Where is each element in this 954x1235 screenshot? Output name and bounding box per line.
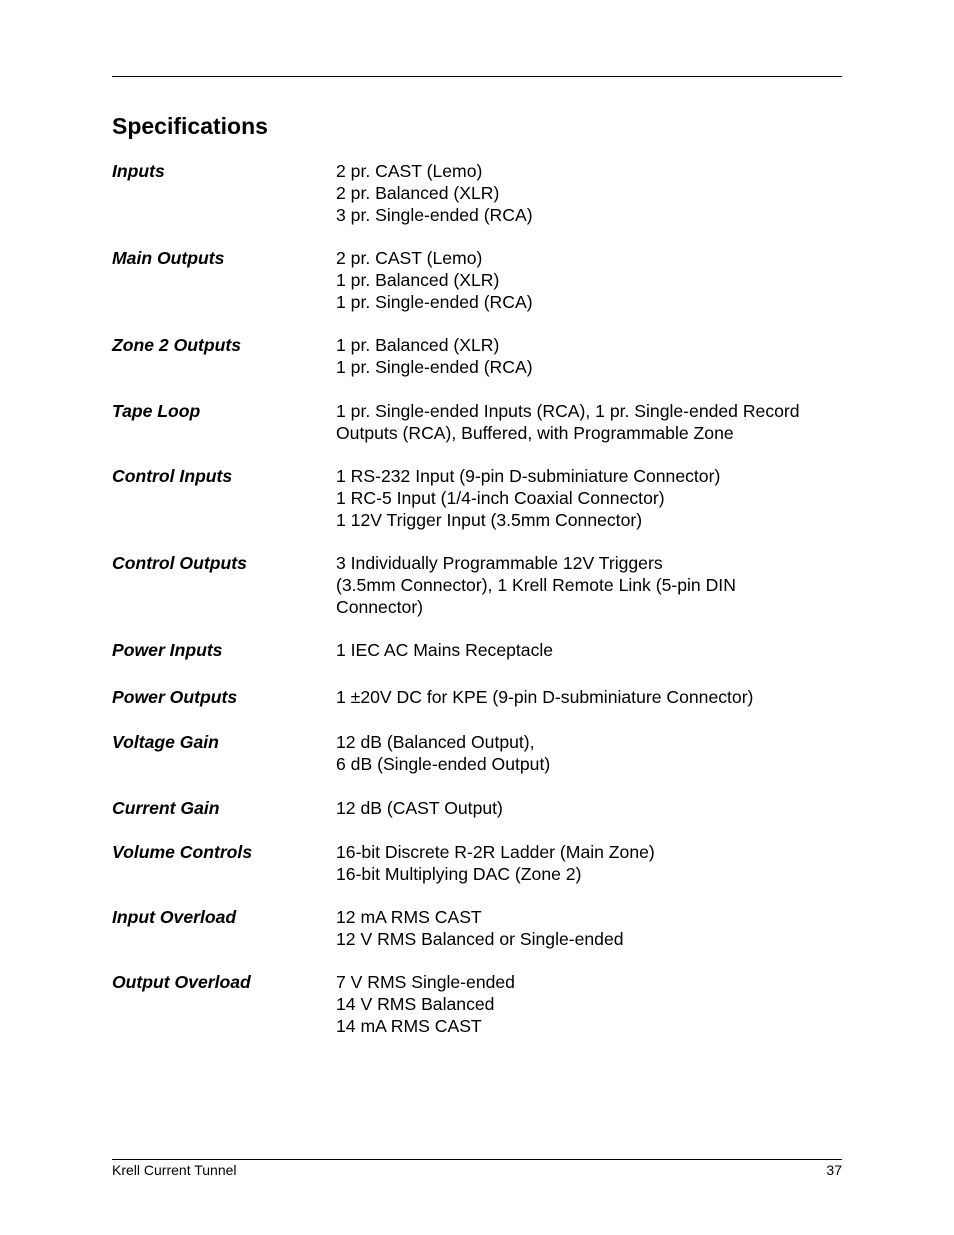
spec-value: 12 dB (CAST Output) [336, 798, 503, 818]
spec-value: 1 pr. Single-ended (RCA) [336, 292, 533, 312]
spec-label: Input Overload [112, 907, 237, 927]
spec-value: 1 RC-5 Input (1/4-inch Coaxial Connector) [336, 488, 665, 508]
spec-row-power-inputs [112, 639, 842, 661]
spec-values [336, 247, 842, 313]
spec-row-power-outputs [112, 686, 842, 708]
spec-value: 12 V RMS Balanced or Single-ended [336, 929, 624, 949]
spec-value: 14 V RMS Balanced [336, 994, 495, 1014]
spec-value: 2 pr. CAST (Lemo) [336, 161, 483, 181]
spec-value: 1 RS-232 Input (9-pin D-subminiature Connector) [336, 466, 721, 486]
spec-value: 2 pr. Balanced (XLR) [336, 183, 500, 203]
spec-value: 3 pr. Single-ended (RCA) [336, 205, 533, 225]
spec-value: 1 ±20V DC for KPE (9-pin D-subminiature Connector) [336, 687, 754, 707]
spec-values [336, 552, 842, 618]
spec-label: Output Overload [112, 972, 251, 992]
spec-label: Control Outputs [112, 553, 247, 573]
spec-row-zone-2-outputs [112, 334, 842, 378]
header-rule [112, 76, 842, 77]
page-number: 37 [826, 1162, 842, 1178]
spec-values [336, 906, 842, 950]
spec-row-inputs [112, 160, 842, 226]
page-footer [112, 1161, 842, 1179]
spec-row-tape-loop [112, 400, 842, 444]
spec-label: Power Outputs [112, 687, 238, 707]
spec-row-control-outputs [112, 552, 842, 618]
spec-row-output-overload [112, 971, 842, 1037]
spec-value: 6 dB (Single-ended Output) [336, 754, 551, 774]
spec-value: 2 pr. CAST (Lemo) [336, 248, 483, 268]
spec-label: Main Outputs [112, 248, 225, 268]
spec-row-input-overload [112, 906, 842, 950]
spec-row-volume-controls [112, 841, 842, 885]
spec-label: Volume Controls [112, 842, 253, 862]
spec-value: (3.5mm Connector), 1 Krell Remote Link (5-pin DIN [336, 575, 736, 595]
spec-value: 1 12V Trigger Input (3.5mm Connector) [336, 510, 643, 530]
spec-row-control-inputs [112, 465, 842, 531]
spec-value: 1 pr. Balanced (XLR) [336, 270, 500, 290]
spec-values [336, 334, 842, 378]
spec-values [336, 160, 842, 226]
footer-title: Krell Current Tunnel [112, 1162, 237, 1178]
spec-label: Control Inputs [112, 466, 233, 486]
spec-label: Tape Loop [112, 401, 201, 421]
spec-label: Voltage Gain [112, 732, 219, 752]
spec-values [336, 465, 842, 531]
page-title: Specifications [112, 113, 268, 139]
spec-value: 3 Individually Programmable 12V Triggers [336, 553, 663, 573]
spec-value: 12 mA RMS CAST [336, 907, 482, 927]
spec-value: Connector) [336, 597, 424, 617]
spec-label: Zone 2 Outputs [112, 335, 242, 355]
spec-value: Outputs (RCA), Buffered, with Programmable Zone [336, 423, 734, 443]
spec-label: Current Gain [112, 798, 220, 818]
spec-values [336, 971, 842, 1037]
spec-value: 12 dB (Balanced Output), [336, 732, 535, 752]
spec-values [336, 731, 842, 775]
spec-label: Inputs [112, 161, 165, 181]
spec-value: 16-bit Multiplying DAC (Zone 2) [336, 864, 582, 884]
spec-row-main-outputs [112, 247, 842, 313]
spec-row-current-gain [112, 797, 842, 819]
spec-value: 1 pr. Single-ended (RCA) [336, 357, 533, 377]
spec-values [336, 841, 842, 885]
spec-values [336, 400, 842, 444]
spec-value: 14 mA RMS CAST [336, 1016, 482, 1036]
spec-label: Power Inputs [112, 640, 223, 660]
spec-values [336, 639, 842, 661]
spec-value: 7 V RMS Single-ended [336, 972, 515, 992]
spec-value: 1 pr. Single-ended Inputs (RCA), 1 pr. Single-ended Record [336, 401, 800, 421]
footer-rule [112, 1159, 842, 1160]
spec-values [336, 797, 842, 819]
spec-values [336, 686, 842, 708]
spec-value: 1 pr. Balanced (XLR) [336, 335, 500, 355]
spec-value: 16-bit Discrete R-2R Ladder (Main Zone) [336, 842, 655, 862]
spec-row-voltage-gain [112, 731, 842, 775]
spec-value: 1 IEC AC Mains Receptacle [336, 640, 554, 660]
